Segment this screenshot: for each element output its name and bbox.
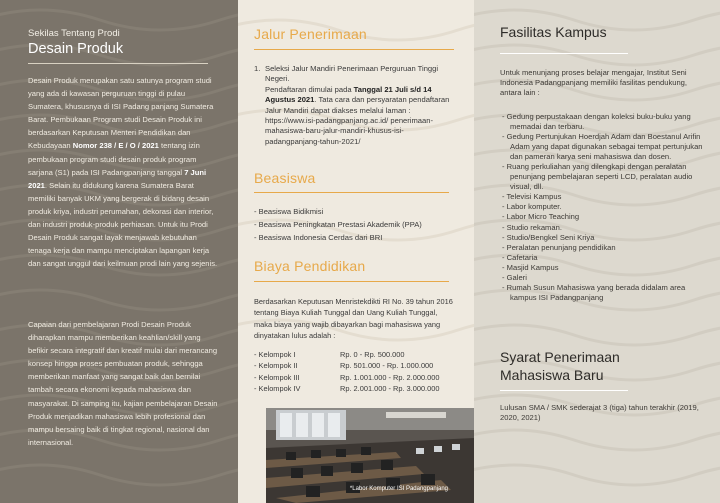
program-description xyxy=(28,74,220,270)
biaya-description: Berdasarkan Keputusan Menristekdikti RI No. 39 tahun 2016 tentang Biaya Kuliah Tunggal dan Uang Kuliah Tunggal, maka biaya yang wajib dibayarkan bagi mahasiswa yang dinyatakan lulus adalah : xyxy=(254,297,453,341)
description-text: Desain Produk merupakan satu satunya program studi yang ada di kawasan perguruan tinggi di pulau Sumatera, khususnya di ISI Padang panjang Sumatera Barat. Pembukaan Program studi Desain Produk ini berdasarkan Keputusan Menteri Pendidikan dan Kebudayaan xyxy=(28,76,214,151)
fasilitas-item: - Studio/Bengkel Seni Kriya xyxy=(502,232,595,242)
jalur-text: Pendaftaran dimulai pada xyxy=(265,84,354,94)
group-name: - Kelompok I xyxy=(254,350,296,359)
fasilitas-item: - Peralatan penunjang pendidikan xyxy=(502,242,616,252)
syarat-title-line2: Mahasiswa Baru xyxy=(500,367,604,383)
table-row xyxy=(254,373,439,384)
beasiswa-item: - Beasiswa Peningkatan Prestasi Akademik (PPA) xyxy=(254,220,422,229)
fasilitas-item: - Gedung Pertunjukan Hoerdjah Adam dan Boestanul Arifin Adam yang dapat digunakan sebagai tempat pertunjukan dan pameran karya seni mahasiswa dan dosen. xyxy=(502,132,703,162)
biaya-divider xyxy=(254,281,449,282)
title-divider xyxy=(28,63,208,64)
fasilitas-item: - Gedung perpustakaan dengan koleksi buku-buku yang memadai dan terbaru. xyxy=(502,112,691,132)
fasilitas-title: Fasilitas Kampus xyxy=(500,24,607,40)
fasilitas-item: - Cafetaria xyxy=(502,252,538,262)
jalur-divider xyxy=(254,49,454,50)
table-row xyxy=(254,350,439,361)
fasilitas-intro: Untuk menunjang proses belajar mengajar, Institut Seni Indonesia Padangpanjang memiliki fasilitas pendukung, antara lain : xyxy=(500,68,688,98)
table-row xyxy=(254,384,439,395)
fasilitas-item: - Labor Micro Teaching xyxy=(502,212,580,222)
fasilitas-list xyxy=(500,112,712,303)
decree-number: Nomor 238 / E / O / 2021 xyxy=(72,141,159,151)
jalur-item xyxy=(254,64,454,147)
panel-admission xyxy=(238,0,474,503)
fasilitas-item: - Ruang perkuliahan yang dilengkapi dengan peralatan penunjang pembelajaran seperti LCD, peralatan audio visual, dll. xyxy=(502,162,693,192)
jalur-number: 1. xyxy=(254,64,261,73)
beasiswa-list xyxy=(254,205,422,244)
fasilitas-item: - Masjid Kampus xyxy=(502,262,559,272)
section-kicker: Sekilas Tentang Prodi xyxy=(28,28,120,39)
fasilitas-item: - Labor komputer. xyxy=(502,202,562,212)
syarat-description: Lulusan SMA / SMK sederajat 3 (tiga) tahun terakhir (2019, 2020, 2021) xyxy=(500,403,699,423)
fasilitas-item: - Galeri xyxy=(502,272,527,282)
biaya-table xyxy=(254,350,439,396)
fasilitas-item: - Televisi Kampus xyxy=(502,192,562,202)
syarat-divider xyxy=(500,390,628,391)
photo-caption: *Labor Komputer ISI Padangpanjang xyxy=(349,486,448,492)
beasiswa-item: - Beasiswa Indonesia Cerdas dari BRI xyxy=(254,233,383,242)
description-text: tentang izin pembukaan program studi desain produk program sarjana (S1) pada ISI Padangpanjang tanggal xyxy=(28,141,200,177)
jalur-title: Jalur Penerimaan xyxy=(254,26,367,42)
table-row xyxy=(254,361,439,372)
fasilitas-item: - Studio rekaman. xyxy=(502,222,562,232)
group-name: - Kelompok III xyxy=(254,372,300,382)
group-fee: Rp. 501.000 - Rp. 1.000.000 xyxy=(340,361,434,371)
program-title: Desain Produk xyxy=(28,41,124,57)
beasiswa-item: - Beasiswa Bidikmisi xyxy=(254,207,324,216)
biaya-title: Biaya Pendidikan xyxy=(254,258,366,274)
group-name: - Kelompok II xyxy=(254,361,298,371)
fasilitas-divider xyxy=(500,53,628,54)
decree-date: 7 Juni 2021 xyxy=(28,167,207,190)
panel-facilities xyxy=(474,0,720,503)
jalur-details xyxy=(265,85,454,147)
fasilitas-item: - Rumah Susun Mahasiswa yang berada didalam area kampus ISI Padangpanjang xyxy=(502,282,686,302)
group-name: - Kelompok IV xyxy=(254,384,301,394)
beasiswa-title: Beasiswa xyxy=(254,170,316,186)
panel-about-program xyxy=(0,0,238,503)
learning-outcomes: Capaian dari pembelajaran Prodi Desain Produk diharapkan mampu memberikan keahlian/skill yang befikir secara integratif dan kreatif mulai dari merancang konsep hingga proses pembuatan produk, sehingga memberikan manfaat yang sangat baik dan bernilai tambah secara ekonomi kepada mahasiswa dan masyarakat. Di samping itu, kajian pembelajaran Desain Produk menjadikan mahasiswa lebih profesional dan mampu bersaing baik di tingkat regional, nasional dan internasional. xyxy=(28,320,218,447)
group-fee: Rp. 2.001.000 - Rp. 3.000.000 xyxy=(340,384,440,394)
description-text: . Selain itu didukung karena Sumatera Barat memiliki banyak UKM yang bergerak di bidang desain produk kriya, industri perumahan, dekorasi dan interior, dan industri produk-produk perhiasan. Untuk itu Prodi Desain Produk sangat layak menjawab kebutuhan tenaga kerja dan mampu menciptakan lapangan kerja dan sangat unggul dari keilmuan prodi lain yang sejenis. xyxy=(28,180,218,269)
registration-dates: Tanggal 21 Juli s/d 14 Agustus 2021 xyxy=(265,84,432,105)
beasiswa-divider xyxy=(254,192,449,193)
jalur-name: Seleksi Jalur Mandiri Penerimaan Perguruan Tinggi Negeri. xyxy=(265,64,439,84)
syarat-title-line1: Syarat Penerimaan xyxy=(500,349,620,365)
group-fee: Rp. 0 - Rp. 500.000 xyxy=(340,350,405,359)
jalur-text: . Tata cara dan persyaratan pendaftaran Jalur Mandiri dapat diakses melalui laman : https://www.isi-padangpanjang.ac.id/ penerimaan-mahasiswa-baru-jalur-mandiri-khusus-isi-padangpanjang-tahun-2021/ xyxy=(265,95,450,146)
group-fee: Rp. 1.001.000 - Rp. 2.000.000 xyxy=(340,372,440,382)
